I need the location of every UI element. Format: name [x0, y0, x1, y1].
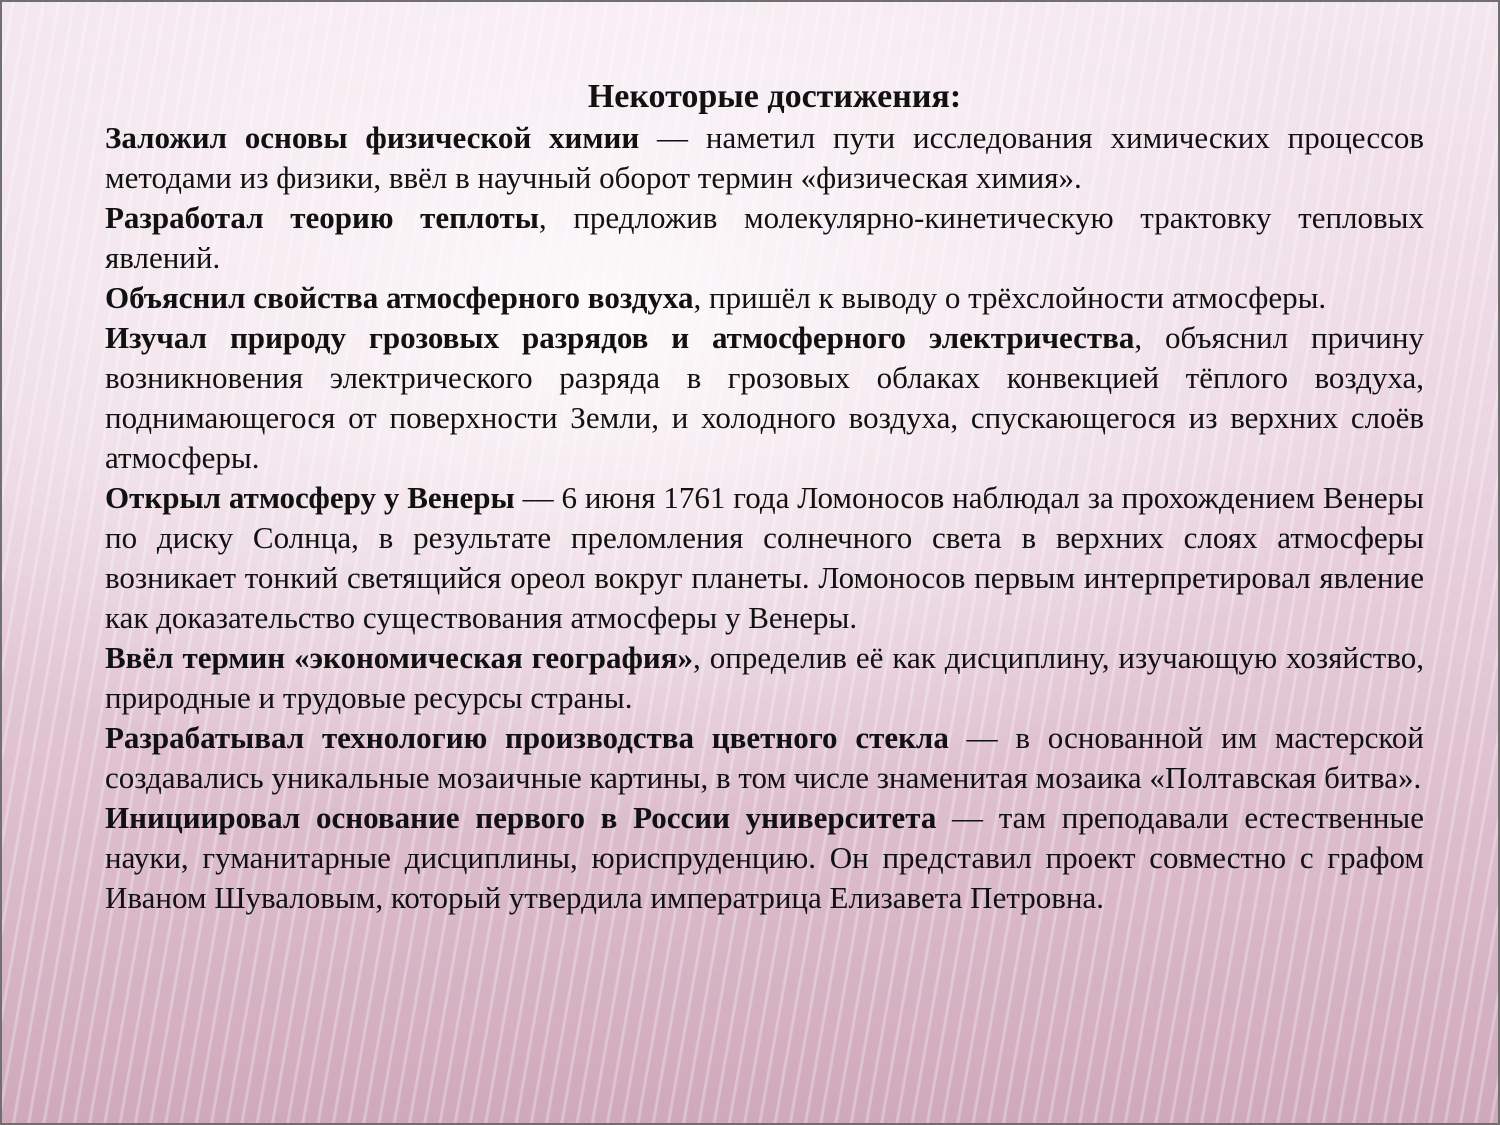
achievement-heading: Разработал теорию теплоты: [105, 200, 539, 235]
achievement-item: [105, 798, 1424, 918]
achievement-item: [105, 198, 1424, 278]
slide-content: [105, 76, 1424, 918]
slide-title: Некоторые достижения:: [587, 78, 962, 115]
achievement-text: — 6 июня 1761 года Ломоносов наблюдал за прохождением Венеры по диску Солнца, в результате преломления солнечного света в верхних слоях атмосферы возникает тонкий светящийся ореол вокруг планеты. Ломоносов первым интерпретировал явление как доказательство существования атмосферы у Венеры.: [105, 480, 1425, 635]
achievement-item: [105, 118, 1424, 198]
achievement-item: [105, 478, 1424, 638]
achievement-item: [105, 718, 1424, 798]
achievement-item: [105, 318, 1424, 478]
achievement-heading: Инициировал основание первого в России университета: [105, 800, 937, 835]
achievement-text: , предложив молекулярно-кинетическую трактовку тепловых явлений.: [105, 200, 1424, 275]
achievement-heading: Объяснил свойства атмосферного воздуха: [105, 280, 694, 315]
achievement-heading: Изучал природу грозовых разрядов и атмосферного электричества: [105, 320, 1135, 355]
achievement-heading: Заложил основы физической химии: [105, 120, 640, 155]
achievement-item: [105, 638, 1424, 718]
achievement-text: , пришёл к выводу о трёхслойности атмосферы.: [693, 280, 1327, 315]
achievement-heading: Ввёл термин «экономическая география»: [105, 640, 694, 675]
achievement-text: — там преподавали естественные науки, гуманитарные дисциплины, юриспруденцию. Он представил проект совместно с графом Иваном Шуваловым, который утвердила императрица Елизавета Петровна.: [105, 800, 1424, 915]
achievement-heading: Разрабатывал технологию производства цветного стекла: [105, 720, 949, 755]
achievement-heading: Открыл атмосферу у Венеры: [105, 480, 515, 515]
achievement-text: , объяснил причину возникновения электрического разряда в грозовых облаках конвекцией тёплого воздуха, поднимающегося от поверхности Земли, и холодного воздуха, спускающегося из верхних слоёв атмосферы.: [105, 320, 1424, 475]
achievement-item: [105, 278, 1424, 318]
achievement-text: — наметил пути исследования химических процессов методами из физики, ввёл в научный оборот термин «физическая химия».: [105, 120, 1424, 195]
achievement-text: , определив её как дисциплину, изучающую хозяйство, природные и трудовые ресурсы страны.: [105, 640, 1425, 715]
achievement-text: — в основанной им мастерской создавались уникальные мозаичные картины, в том числе знаменитая мозаика «Полтавская битва».: [105, 720, 1424, 795]
